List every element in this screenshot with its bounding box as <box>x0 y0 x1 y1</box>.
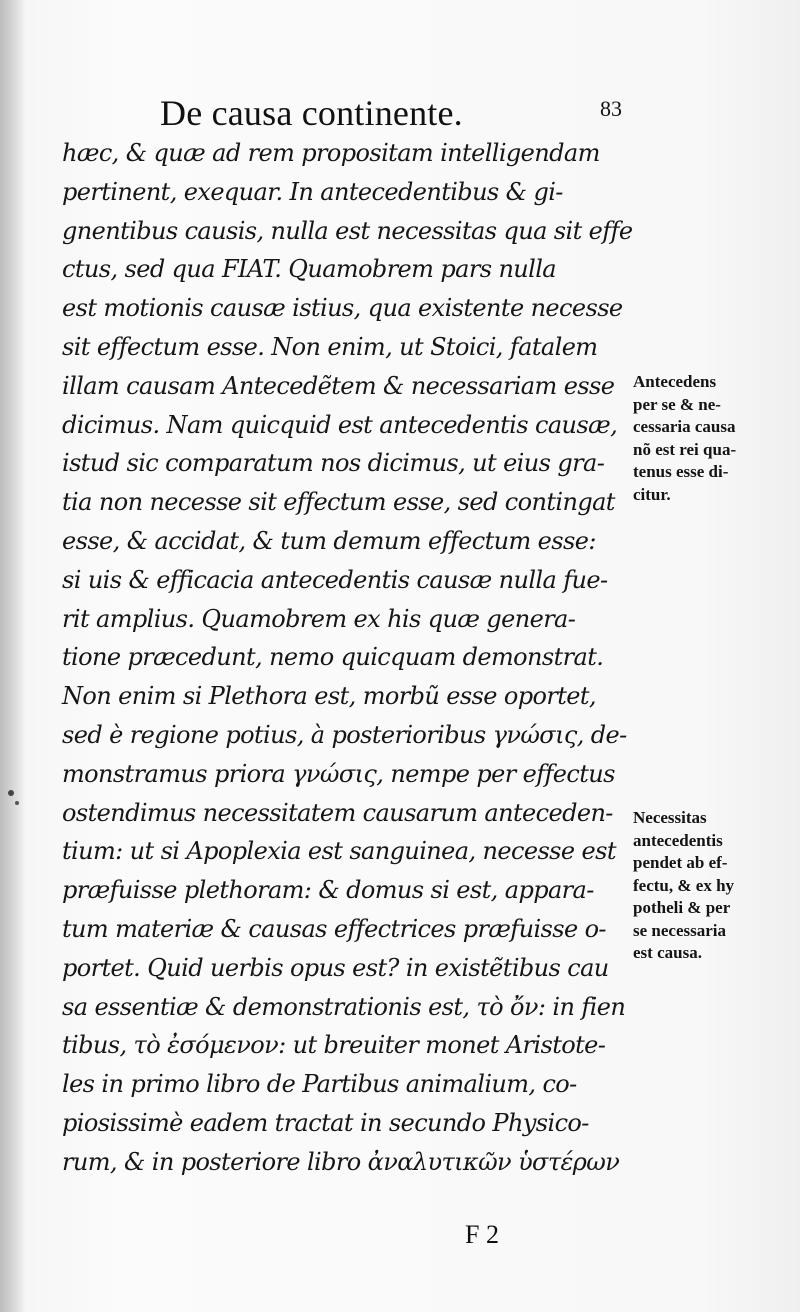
page-gutter-shadow <box>0 0 26 1312</box>
margin-note-antecedens <box>633 371 793 506</box>
margin-note-line: nõ est rei qua- <box>633 439 737 459</box>
text-line: ostendimus necessitatem causarum anteceden- <box>62 798 613 827</box>
text-line: piosissimè eadem tractat in secundo Physico- <box>62 1108 589 1137</box>
margin-note-line: Antecedens <box>633 372 717 391</box>
text-line: gnentibus causis, nulla est necessitas qua sit effe <box>62 216 633 245</box>
text-line: tia non necesse sit effectum esse, sed contingat <box>62 488 615 517</box>
text-line: sed è regione potius, à posterioribus γνώσις, de- <box>62 720 627 749</box>
text-line: pertinent, exequar. In antecedentibus & gi- <box>62 177 563 206</box>
text-line: illam causam Antecedẽtem & necessariam esse <box>62 371 615 400</box>
margin-note-line: citur. <box>633 484 671 504</box>
text-line: præfuisse plethoram: & domus si est, appara- <box>62 876 594 905</box>
text-line: tium: ut si Apoplexia est sanguinea, necesse est <box>62 837 616 866</box>
running-title: De causa continente. <box>160 93 463 133</box>
margin-note-line: Necessitas <box>633 808 707 827</box>
margin-note-necessitas <box>633 807 793 965</box>
text-line: tione præcedunt, nemo quicquam demonstrat. <box>62 643 604 672</box>
text-line: les in primo libro de Partibus animalium, co- <box>62 1070 577 1099</box>
text-line: istud sic comparatum nos dicimus, ut eius gra- <box>62 449 605 478</box>
margin-note-line: fectu, & ex hy <box>633 875 735 895</box>
margin-note-line: pendet ab ef- <box>633 853 728 872</box>
text-line: Non enim si Plethora est, morbũ esse oportet, <box>62 682 596 711</box>
text-line: portet. Quid uerbis opus est? in existẽtibus cau <box>62 953 609 982</box>
text-line: tibus, τὸ ἐσόμενον: ut breuiter monet Aristote- <box>62 1031 606 1060</box>
text-line: tum materiæ & causas effectrices præfuisse o- <box>62 914 606 943</box>
margin-note-line: tenus esse di- <box>633 462 729 481</box>
margin-note-line: cessaria causa <box>633 417 736 436</box>
text-line: sit effectum esse. Non enim, ut Stoici, fatalem <box>62 332 598 361</box>
text-line: dicimus. Nam quicquid est antecedentis causæ, <box>62 410 618 439</box>
text-line: sa essentiæ & demonstrationis est, τὸ ὄν: in fien <box>62 992 626 1021</box>
margin-note-line: se necessaria <box>633 920 727 940</box>
ink-speck <box>8 790 14 796</box>
text-line: monstramus priora γνώσις, nempe per effectus <box>62 759 615 788</box>
main-text-block <box>62 134 633 1182</box>
text-line: ctus, sed qua FIAT. Quamobrem pars nulla <box>62 255 557 284</box>
page-number: 83 <box>600 96 622 121</box>
text-line: est motionis causæ istius, qua existente necesse <box>62 294 623 323</box>
text-line: hæc, & quæ ad rem propositam intelligendam <box>62 139 600 167</box>
text-line: rit amplius. Quamobrem ex his quæ genera- <box>62 604 576 633</box>
text-line: si uis & efficacia antecedentis causæ nulla fue- <box>62 565 608 594</box>
page-header <box>160 92 630 140</box>
margin-note-line: antecedentis <box>633 830 723 850</box>
signature-mark: F 2 <box>465 1220 499 1249</box>
margin-note-line: potheli & per <box>633 898 731 917</box>
text-line: esse, & accidat, & tum demum effectum esse: <box>62 526 596 555</box>
margin-note-line: per se & ne- <box>633 394 721 414</box>
margin-note-line: est causa. <box>633 943 702 962</box>
text-line: rum, & in posteriore libro ἀναλυτικῶν ὑστέρων <box>62 1147 620 1176</box>
